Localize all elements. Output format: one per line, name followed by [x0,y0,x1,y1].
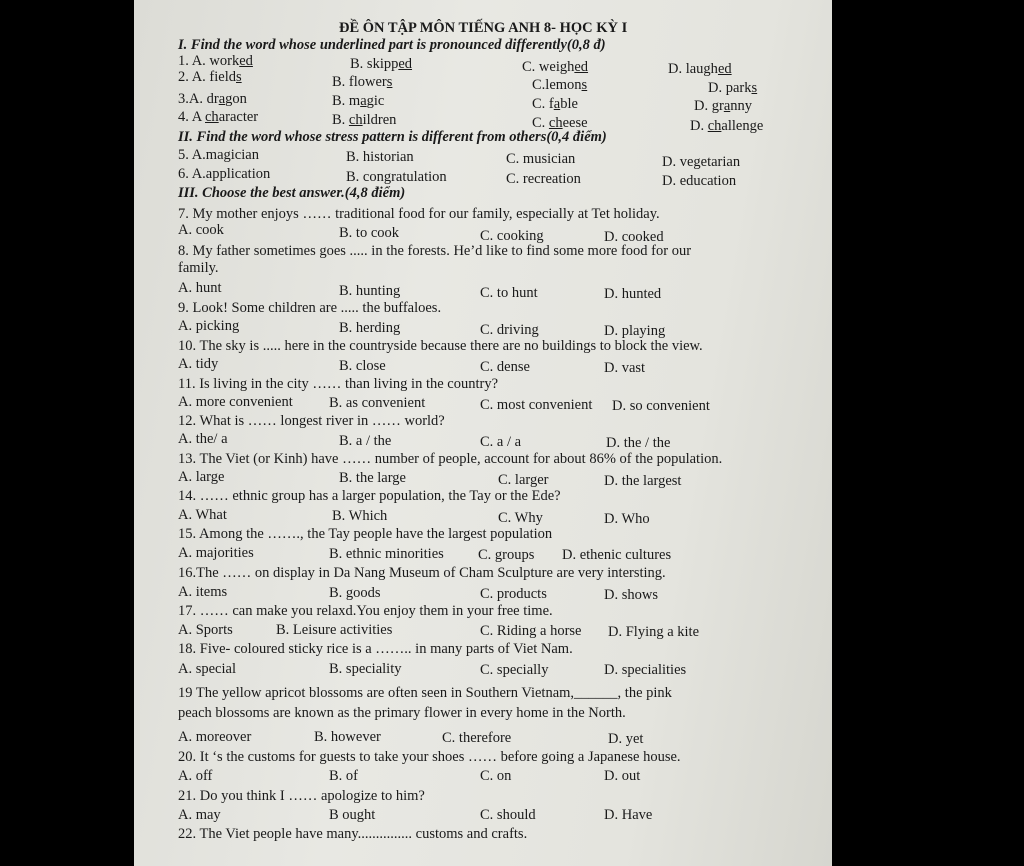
q1-option-c: C. weighed [522,59,589,75]
q15-option-d: D. ethenic cultures [562,547,672,563]
q13-option-a: A. large [178,469,225,485]
q7-option-a: A. cook [178,222,224,238]
q14-option-a: A. What [178,507,227,523]
section-3-heading: III. Choose the best answer.(4,8 điểm) [178,185,406,201]
q17-text: 17. …… can make you relaxd.You enjoy them in your free time. [178,603,553,619]
q17-option-d: D. Flying a kite [608,624,700,640]
q9-text: 9. Look! Some children are ..... the buffaloes. [178,300,442,316]
q11-option-d: D. so convenient [612,398,710,414]
q15-text: 15. Among the ……., the Tay people have the largest population [178,526,553,542]
q2-option-b: B. flowers [332,74,393,90]
section-1-heading: I. Find the word whose underlined part is pronounced differently(0,8 đ) [178,37,606,53]
q19-option-c: C. therefore [442,730,512,746]
q8-text: 8. My father sometimes goes ..... in the forests. He’d like to find some more food for our [178,243,692,259]
q6-option-d: D. education [662,173,737,189]
q8-option-d: D. hunted [604,286,662,302]
q9-option-c: C. driving [480,322,539,338]
q1-option-b: B. skipped [350,56,413,72]
q20-option-b: B. of [329,768,358,784]
q2-option-d: D. parks [708,80,758,96]
q3-option-b: B. magic [332,93,385,109]
q5-option-b: B. historian [346,149,414,165]
q8-text-cont: family. [178,260,219,276]
q21-option-d: D. Have [604,807,653,823]
q9-option-d: D. playing [604,323,666,339]
q18-option-b: B. speciality [329,661,402,677]
q22-text: 22. The Viet people have many............... customs and crafts. [178,826,528,842]
q4-option-d: D. challenge [690,118,764,134]
q13-option-d: D. the largest [604,473,682,489]
q18-text: 18. Five- coloured sticky rice is a …….. in many parts of Viet Nam. [178,641,573,657]
q9-option-b: B. herding [339,320,401,336]
q20-option-c: C. on [480,768,512,784]
q11-option-b: B. as convenient [329,395,426,411]
q19-text: 19 The yellow apricot blossoms are often seen in Southern Vietnam,______, the pink [178,685,672,701]
q5-option-c: C. musician [506,151,576,167]
q19-option-b: B. however [314,729,381,745]
q8-option-b: B. hunting [339,283,401,299]
q12-option-a: A. the/ a [178,431,228,447]
q12-text: 12. What is …… longest river in …… world? [178,413,445,429]
q14-text: 14. …… ethnic group has a larger population, the Tay or the Ede? [178,488,561,504]
q17-option-c: C. Riding a horse [480,623,582,639]
q18-option-a: A. special [178,661,236,677]
q15-option-c: C. groups [478,547,535,563]
q10-text: 10. The sky is ..... here in the countryside because there are no buildings to block the view. [178,338,703,354]
q16-option-d: D. shows [604,587,658,603]
q7-option-b: B. to cook [339,225,400,241]
q17-option-a: A. Sports [178,622,233,638]
q18-option-d: D. specialities [604,662,687,678]
q13-option-c: C. larger [498,472,549,488]
q4-option-b: B. children [332,112,397,128]
q21-option-a: A. may [178,807,221,823]
q4-option-c: C. cheese [532,115,588,131]
q1-option-a: 1. A. worked [178,53,253,69]
q20-text: 20. It ‘s the customs for guests to take your shoes …… before going a Japanese house. [178,749,681,765]
q21-option-c: C. should [480,807,536,823]
q20-option-d: D. out [604,768,641,784]
q10-option-d: D. vast [604,360,646,376]
q5-option-a: 5. A.magician [178,147,259,163]
section-2-heading: II. Find the word whose stress pattern is different from others(0,4 điểm) [178,129,607,145]
q14-option-c: C. Why [498,510,543,526]
q11-text: 11. Is living in the city …… than living in the country? [178,376,499,392]
q7-option-c: C. cooking [480,228,544,244]
q9-option-a: A. picking [178,318,240,334]
q7-text: 7. My mother enjoys …… traditional food for our family, especially at Tet holiday. [178,206,660,222]
q3-option-d: D. granny [694,98,752,114]
q3-option-c: C. fable [532,96,578,112]
q6-option-c: C. recreation [506,171,581,187]
q10-option-c: C. dense [480,359,530,375]
q13-text: 13. The Viet (or Kinh) have …… number of people, account for about 86% of the population. [178,451,723,467]
q12-option-b: B. a / the [339,433,392,449]
q4-option-a: 4. A character [178,109,259,125]
q6-option-b: B. congratulation [346,169,447,185]
q14-option-b: B. Which [332,508,388,524]
q21-option-b: B ought [329,807,376,823]
q15-option-b: B. ethnic minorities [329,546,444,562]
q2-option-c: C.lemons [532,77,588,93]
q14-option-d: D. Who [604,511,650,527]
q8-option-a: A. hunt [178,280,222,296]
q21-text: 21. Do you think I …… apologize to him? [178,788,425,804]
q3-option-a: 3.A. dragon [178,91,247,107]
q10-option-a: A. tidy [178,356,219,372]
q1-option-d: D. laughed [668,61,732,77]
q12-option-d: D. the / the [606,435,671,451]
q10-option-b: B. close [339,358,386,374]
q8-option-c: C. to hunt [480,285,538,301]
q19-option-a: A. moreover [178,729,252,745]
q2-option-a: 2. A. fields [178,69,242,85]
q16-text: 16.The …… on display in Da Nang Museum of Cham Sculpture are very intersting. [178,565,666,581]
q13-option-b: B. the large [339,470,406,486]
exam-sheet [134,0,832,866]
q19-text-cont: peach blossoms are known as the primary flower in every home in the North. [178,705,626,721]
q16-option-c: C. products [480,586,547,602]
page-title: ĐỀ ÔN TẬP MÔN TIẾNG ANH 8- HỌC KỲ I [339,20,628,36]
q15-option-a: A. majorities [178,545,254,561]
q7-option-d: D. cooked [604,229,664,245]
q11-option-c: C. most convenient [480,397,593,413]
q5-option-d: D. vegetarian [662,154,741,170]
q12-option-c: C. a / a [480,434,522,450]
q16-option-a: A. items [178,584,228,600]
q16-option-b: B. goods [329,585,381,601]
q6-option-a: 6. A.application [178,166,271,182]
q20-option-a: A. off [178,768,213,784]
q17-option-b: B. Leisure activities [276,622,393,638]
q19-option-d: D. yet [608,731,644,747]
q18-option-c: C. specially [480,662,549,678]
q11-option-a: A. more convenient [178,394,293,410]
